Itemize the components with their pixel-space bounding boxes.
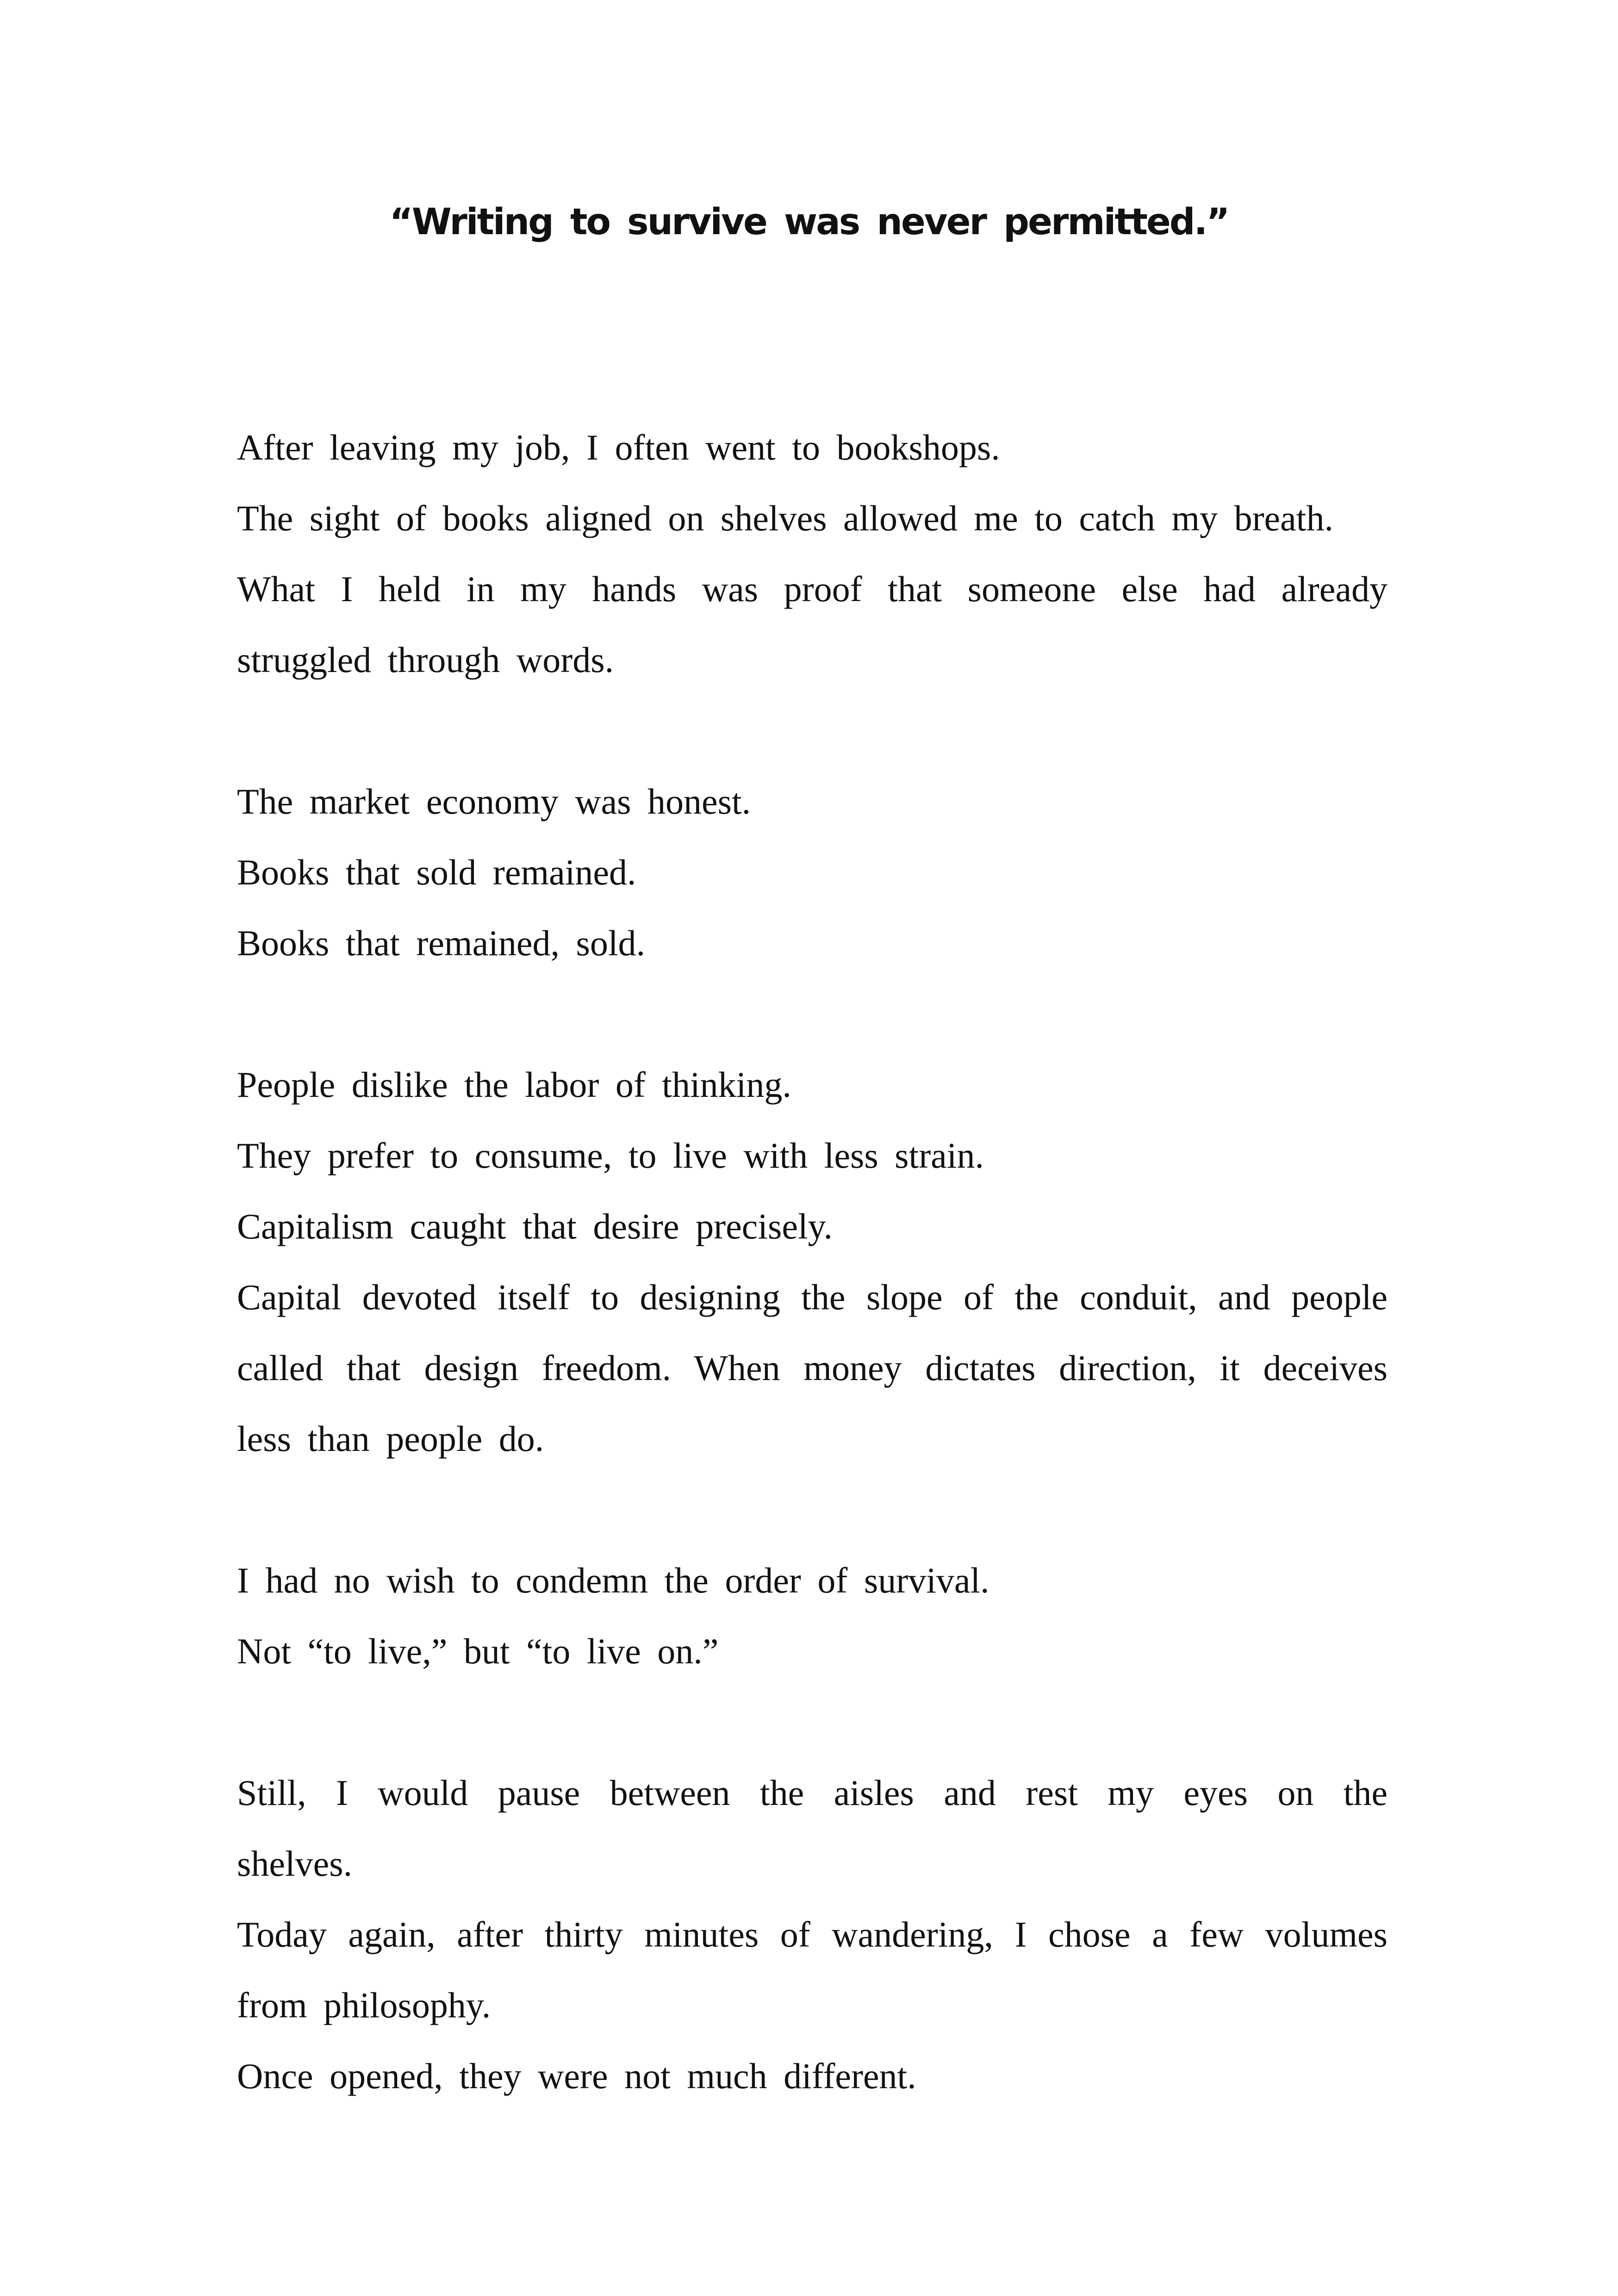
text-line: They prefer to consume, to live with less strain.	[237, 1135, 984, 1176]
paragraph-5	[237, 1757, 1388, 2111]
paragraph-3	[237, 1049, 1388, 1474]
text-line: After leaving my job, I often went to bookshops.	[237, 427, 1000, 467]
text-line: Books that sold remained.	[237, 852, 636, 892]
paragraph-2	[237, 766, 1388, 978]
document-body	[237, 412, 1388, 2182]
text-line: Capital devoted itself to designing the slope of the conduit, and people	[237, 1277, 1388, 1317]
text-line: shelves.	[237, 1843, 353, 1884]
paragraph-1	[237, 412, 1388, 695]
text-line: I had no wish to condemn the order of survival.	[237, 1560, 989, 1600]
text-line: Capitalism caught that desire precisely.	[237, 1206, 833, 1246]
document-title: “Writing to survive was never permitted.”	[389, 201, 1229, 243]
text-line: less than people do.	[237, 1419, 544, 1459]
text-line: called that design freedom. When money dictates direction, it deceives	[237, 1348, 1388, 1388]
text-line: Books that remained, sold.	[237, 923, 646, 963]
text-line: Not “to live,” but “to live on.”	[237, 1631, 719, 1671]
text-line: People dislike the labor of thinking.	[237, 1064, 791, 1105]
text-line: The sight of books aligned on shelves allowed me to catch my breath.	[237, 498, 1333, 538]
text-line: from philosophy.	[237, 1985, 491, 2025]
text-line: The market economy was honest.	[237, 781, 751, 821]
text-line: Today again, after thirty minutes of wandering, I chose a few volumes	[237, 1914, 1388, 1954]
text-line: Still, I would pause between the aisles and rest my eyes on the	[237, 1773, 1388, 1813]
text-line: struggled through words.	[237, 640, 614, 680]
paragraph-4	[237, 1545, 1388, 1686]
text-line: Once opened, they were not much different.	[237, 2056, 916, 2096]
text-line: What I held in my hands was proof that someone else had already	[237, 569, 1388, 609]
